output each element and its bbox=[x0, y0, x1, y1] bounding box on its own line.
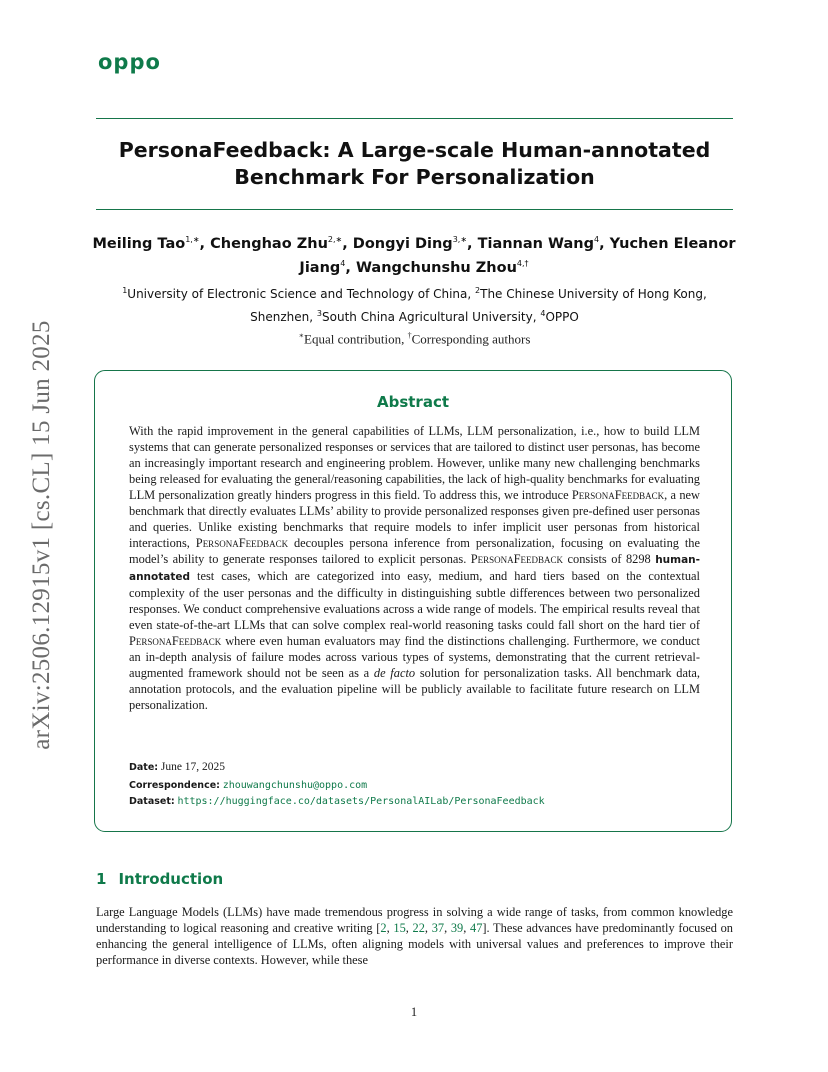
affiliation: The Chinese University of Hong Kong, Shenzhen, bbox=[250, 287, 707, 324]
author-affil-mark: 4 bbox=[594, 235, 600, 244]
author-name: Yuchen Eleanor Jiang bbox=[299, 235, 736, 276]
citation-link[interactable]: 37 bbox=[431, 921, 445, 935]
date-row bbox=[129, 761, 729, 773]
author-affil-mark: 4,† bbox=[516, 258, 529, 268]
correspondence-email-link[interactable]: zhouwangchunshu@oppo.com bbox=[222, 780, 368, 791]
abstract-text: , a new benchmark that directly evaluates LLMs’ ability to provide personalized responses given pre-defined user personas and queries. Unlike existing benchmarks that require models to infer implicit user personas from historical interactions, bbox=[129, 488, 700, 550]
citation-link[interactable]: 39 bbox=[450, 921, 464, 935]
abstract-text: where even human evaluators may find the distinctions challenging. Furthermore, we conduct an in-depth analysis of failure modes across various types of systems, demonstrating that the current retrieval-augmented framework should not be seen as a bbox=[129, 634, 700, 680]
author-name: Meiling Tao bbox=[92, 235, 186, 252]
benchmark-name: PersonaFeedback bbox=[571, 488, 665, 502]
date-label: Date: bbox=[129, 762, 159, 773]
abstract-text: solution for personalization tasks. All benchmark data, annotation protocols, and the evaluation pipeline will be publicly available to facilitate future research on LLM personalization. bbox=[129, 666, 701, 712]
title-line-1: PersonaFeedback: A Large-scale Human-annotated bbox=[118, 138, 711, 162]
note-text: Corresponding authors bbox=[411, 331, 531, 347]
citation-link[interactable]: 22 bbox=[412, 921, 425, 935]
affil-mark: 4 bbox=[540, 309, 546, 318]
page-number: 1 bbox=[410, 1005, 418, 1019]
dataset-row bbox=[129, 795, 729, 807]
author-name: Tiannan Wang bbox=[477, 235, 595, 252]
citation-link[interactable]: 15 bbox=[393, 921, 406, 935]
author-affil-mark: 1,∗ bbox=[185, 235, 200, 244]
note-symbol: † bbox=[407, 331, 412, 340]
author-name: Wangchunshu Zhou bbox=[355, 259, 517, 276]
title-line-2: Benchmark For Personalization bbox=[234, 165, 595, 189]
affil-mark: 1 bbox=[122, 286, 128, 295]
correspondence-row bbox=[129, 779, 729, 791]
citation-link[interactable]: 2 bbox=[380, 921, 387, 935]
contribution-note bbox=[96, 331, 733, 347]
benchmark-name: PersonaFeedback bbox=[470, 552, 564, 566]
affiliation-list bbox=[96, 281, 733, 327]
italic-term: de facto bbox=[373, 666, 416, 680]
intro-text: ]. These advances have predominantly focused on enhancing the general intelligence of LLMs, often aligning models with universal values and preferences to improve their performance in diverse contexts. However, while these bbox=[96, 921, 733, 967]
bold-term: human-annotated bbox=[129, 554, 700, 583]
abstract-text: test cases, which are categorized into easy, medium, and hard tiers based on the contextual complexity of the user personas and the difficulty in distinguishing subtle differences between two personalized responses. We conduct comprehensive evaluations across a wide range of models. The empirical results reveal that even state-of-the-art LLMs that can solve complex real-world reasoning tasks could fall short on the hard tier of bbox=[129, 569, 700, 632]
author-affil-mark: 4 bbox=[340, 258, 346, 268]
author-name: Chenghao Zhu bbox=[210, 235, 328, 252]
benchmark-name: PersonaFeedback bbox=[129, 634, 222, 648]
affiliation: OPPO bbox=[545, 310, 579, 324]
arxiv-stamp: arXiv:2506.12915v1 [cs.CL] 15 Jun 2025 bbox=[28, 320, 55, 750]
affiliation: University of Electronic Science and Technology of China, bbox=[127, 287, 472, 301]
top-rule bbox=[96, 118, 733, 119]
intro-text: Large Language Models (LLMs) have made tremendous progress in solving a wide range of tasks, from common knowledge understanding to logical reasoning and creative writing [ bbox=[96, 905, 733, 935]
dataset-link[interactable]: https://huggingface.co/datasets/PersonalAILab/PersonaFeedback bbox=[177, 796, 545, 807]
section-title: Introduction bbox=[118, 870, 224, 888]
oppo-logo: oppo bbox=[98, 50, 161, 74]
author-list: Meiling Tao$^{1,∗}$, Chenghao Zhu$^{2,∗}$, Dongyi Ding$^{3,∗}$, Tiannan Wang$^4$, Yuchen Eleanor Jiang$^4$, Wangchunshu Zhou$^{4,\dagger}$ bbox=[92, 235, 736, 276]
date-value: June 17, 2025 bbox=[160, 761, 226, 773]
affil-mark: 3 bbox=[316, 309, 323, 318]
author-affil-mark: 3,∗ bbox=[452, 235, 468, 244]
benchmark-name: PersonaFeedback bbox=[195, 536, 289, 550]
intro-paragraph: Large Language Models (LLMs) have made tremendous progress in solving a wide range of tasks, from common knowledge understanding to logical reasoning and creative writing [2, 15, 22, 37, 39, 47]. These advances have predominantly focused on enhancing the general intelligence of LLMs, often aligning models with universal values and preferences to improve their performance in diverse contexts. However, while these bbox=[96, 905, 733, 967]
title-bottom-rule bbox=[96, 209, 733, 210]
abstract-text: consists of 8298 bbox=[563, 552, 656, 566]
author-name: Dongyi Ding bbox=[352, 235, 453, 252]
abstract-text: decouples persona inference from personalization, focusing on evaluating the model’s ability to generate responses tailored to explicit personas. bbox=[129, 536, 700, 566]
note-symbol: ∗ bbox=[298, 331, 304, 340]
section-number: 1 bbox=[96, 870, 107, 888]
abstract-text: With the rapid improvement in the general capabilities of LLMs, LLM personalization, i.e., how to build LLM systems that can generate personalized responses or services that are tailored to distinct user personas, has become an increasingly important research and engineering problem. However, unlike many new challenging benchmarks being released for evaluating the general/reasoning capabilities, the lack of high-quality benchmarks for evaluating LLM personalization greatly hinders progress in this field. To address this, we introduce bbox=[129, 424, 700, 502]
section-heading bbox=[96, 870, 223, 888]
correspondence-label: Correspondence: bbox=[129, 780, 220, 791]
citation-link[interactable]: 47 bbox=[470, 921, 483, 935]
abstract-body bbox=[129, 423, 700, 713]
author-affil-mark: 2,∗ bbox=[327, 235, 343, 244]
affil-mark: 2 bbox=[475, 286, 481, 295]
abstract-heading: Abstract bbox=[376, 393, 450, 411]
note-text: Equal contribution, bbox=[304, 331, 408, 347]
affiliation: South China Agricultural University, bbox=[322, 310, 537, 324]
dataset-label: Dataset: bbox=[129, 796, 175, 807]
paper-title bbox=[96, 137, 733, 191]
